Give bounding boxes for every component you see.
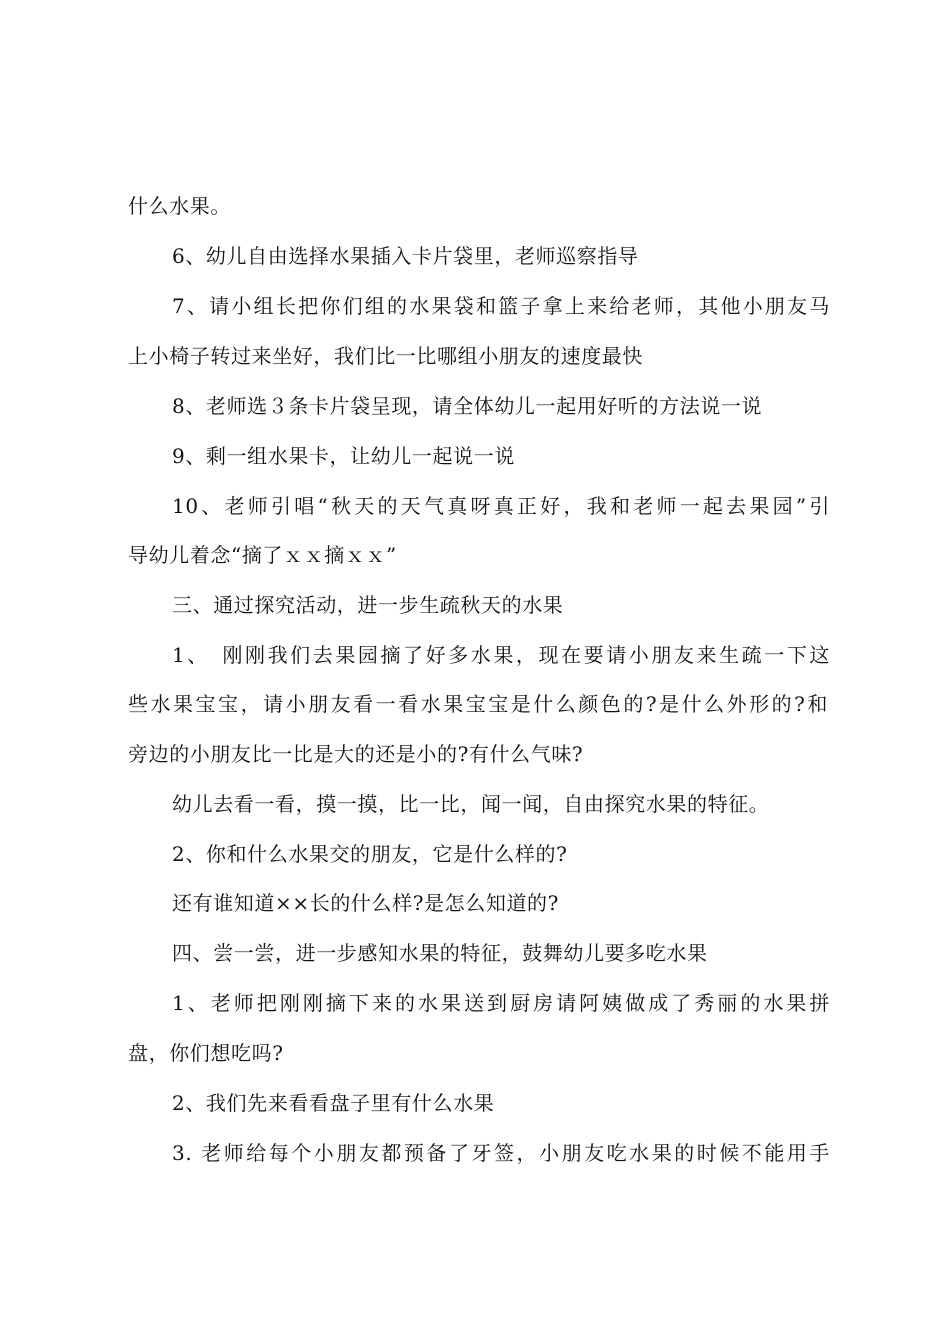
section-heading: 四、尝一尝，进一步感知水果的特征，鼓舞幼儿要多吃水果 [172,941,708,965]
text-line: 2、我们先来看看盘子里有什么水果 [172,1091,495,1115]
text-line: 上小椅子转过来坐好，我们比一比哪组小朋友的速度最快 [128,344,643,368]
text-line: 3. 老师给每个小朋友都预备了牙签，小朋友吃水果的时候不能用手 [172,1141,830,1165]
text-line: 10、老师引唱“秋天的天气真呀真正好，我和老师一起去果园”引 [172,494,830,518]
section-heading: 三、通过探究活动，进一步生疏秋天的水果 [172,593,564,617]
text-line: 什么水果。 [128,194,231,218]
text-line: 幼儿去看一看，摸一摸，比一比，闻一闻，自由探究水果的特征。 [172,792,770,816]
text-line: 6、幼儿自由选择水果插入卡片袋里，老师巡察指导 [172,244,639,268]
text-line: 些水果宝宝，请小朋友看一看水果宝宝是什么颜色的?是什么外形的?和 [128,692,828,716]
text-line: 8、老师选３条卡片袋呈现，请全体幼儿一起用好听的方法说一说 [172,394,763,418]
text-line: 导幼儿着念“摘了ｘｘ摘ｘｘ” [128,543,397,567]
text-line: 盘，你们想吃吗? [128,1041,284,1065]
text-line: 1、 刚刚我们去果园摘了好多水果，现在要请小朋友来生疏一下这 [172,643,830,667]
text-line: 2、你和什么水果交的朋友，它是什么样的? [172,842,568,866]
text-line: 7、请小组长把你们组的水果袋和篮子拿上来给老师，其他小朋友马 [172,294,830,318]
text-line: 1、老师把刚刚摘下来的水果送到厨房请阿姨做成了秀丽的水果拼 [172,991,830,1015]
text-line: 还有谁知道××长的什么样?是怎么知道的? [172,891,559,915]
text-line: 9、剩一组水果卡，让幼儿一起说一说 [172,444,515,468]
text-line: 旁边的小朋友比一比是大的还是小的?有什么气味? [128,742,584,766]
